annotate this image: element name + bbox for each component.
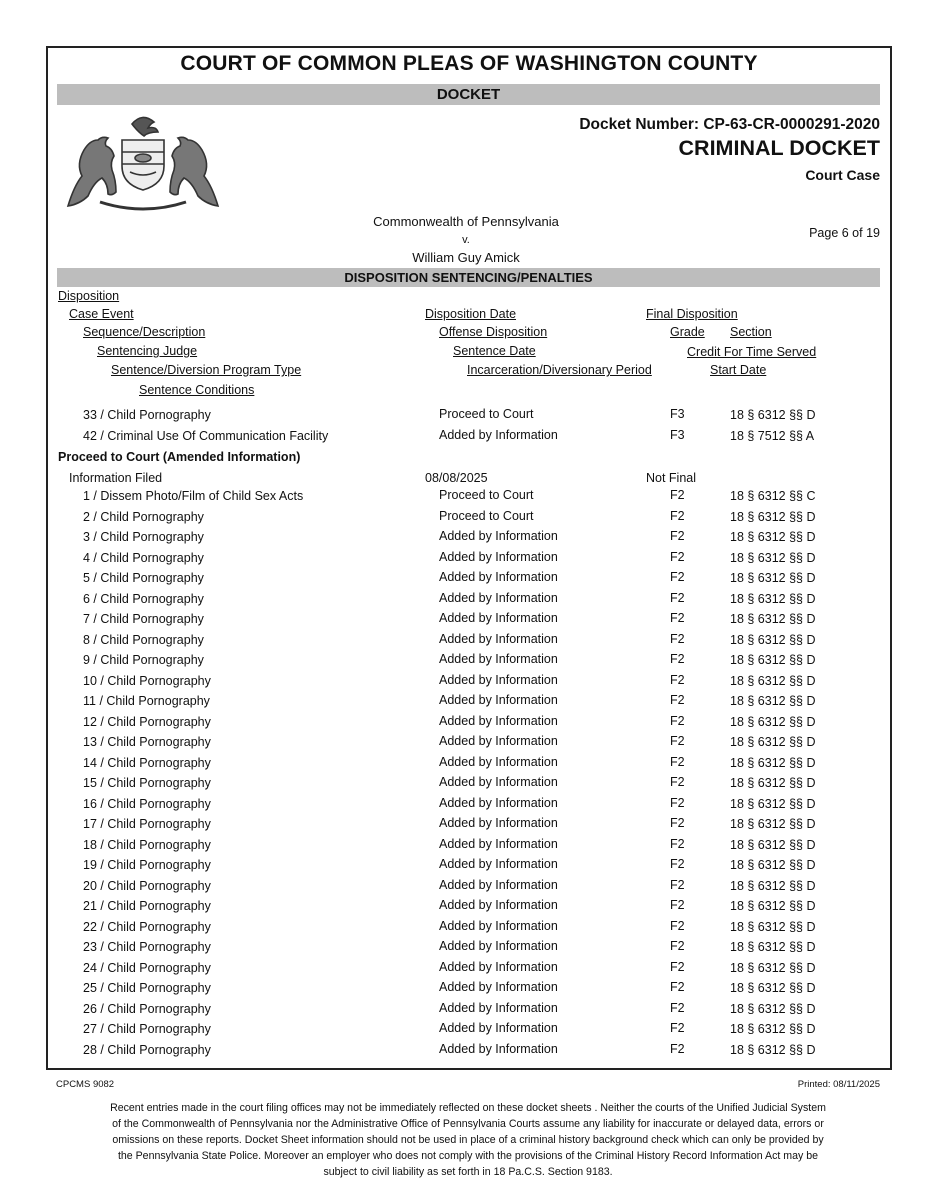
charge-disposition: Added by Information: [439, 713, 558, 728]
versus-label: v.: [462, 234, 470, 246]
charge-description: 21 / Child Pornography: [83, 899, 211, 913]
header-credit-time-served: Credit For Time Served: [687, 345, 817, 359]
charge-section: 18 § 6312 §§ D: [730, 1001, 816, 1016]
charge-section: 18 § 6312 §§ D: [730, 960, 816, 975]
charge-section: 18 § 6312 §§ D: [730, 1022, 816, 1036]
section-title: DISPOSITION SENTENCING/PENALTIES: [57, 268, 880, 287]
charge-disposition: Added by Information: [439, 959, 558, 974]
header-offense-disposition: Offense Disposition: [439, 325, 548, 339]
charge-section: 18 § 6312 §§ D: [730, 632, 816, 647]
charge-disposition: Added by Information: [439, 1000, 558, 1015]
charge-description: 20 / Child Pornography: [83, 878, 211, 893]
charge-grade: F2: [670, 1041, 685, 1056]
charge-grade: F2: [670, 939, 685, 953]
charge-disposition: Added by Information: [439, 898, 558, 912]
header-grade: Grade: [670, 325, 705, 339]
charge-disposition: Added by Information: [439, 611, 558, 625]
charge-disposition: Proceed to Court: [439, 508, 534, 523]
charge-grade: F2: [670, 734, 685, 748]
header-disposition: Disposition: [58, 289, 120, 303]
charge-section: 18 § 6312 §§ D: [730, 735, 816, 749]
charge-disposition: Added by Information: [439, 652, 558, 666]
prior-row-description: 42 / Criminal Use Of Communication Facility: [83, 429, 329, 443]
charge-description: 7 / Child Pornography: [83, 612, 204, 626]
court-title: COURT OF COMMON PLEAS OF WASHINGTON COUNTY: [180, 52, 758, 75]
page-indicator: Page 6 of 19: [809, 226, 880, 240]
charge-disposition: Added by Information: [439, 836, 558, 851]
charge-disposition: Added by Information: [439, 590, 558, 605]
form-id: CPCMS 9082: [56, 1079, 115, 1090]
charge-section: 18 § 6312 §§ D: [730, 796, 816, 811]
header-sequence-description: Sequence/Description: [83, 325, 206, 339]
charge-description: 13 / Child Pornography: [83, 735, 211, 749]
docket-number: Docket Number: CP-63-CR-0000291-2020: [579, 116, 880, 133]
charge-grade: F2: [670, 529, 685, 543]
charge-grade: F2: [670, 549, 685, 564]
charge-grade: F2: [670, 508, 685, 523]
charge-disposition: Added by Information: [439, 570, 558, 584]
charge-grade: F2: [670, 754, 685, 769]
charge-section: 18 § 6312 §§ D: [730, 837, 816, 852]
charge-disposition: Added by Information: [439, 1021, 558, 1035]
defendant-name: William Guy Amick: [412, 250, 520, 265]
charge-grade: F2: [670, 652, 685, 666]
charge-description: 18 / Child Pornography: [83, 837, 211, 852]
charge-disposition: Added by Information: [439, 734, 558, 748]
amended-event: Information Filed: [69, 471, 163, 485]
amended-date: 08/08/2025: [425, 471, 488, 485]
charge-grade: F2: [670, 857, 685, 871]
charge-disposition: Added by Information: [439, 877, 558, 892]
charge-disposition: Added by Information: [439, 775, 558, 789]
prior-row-grade: F3: [670, 407, 685, 421]
charge-disposition: Added by Information: [439, 795, 558, 810]
charge-description: 10 / Child Pornography: [83, 673, 211, 688]
charge-grade: F2: [670, 795, 685, 810]
charge-description: 23 / Child Pornography: [83, 940, 211, 954]
charge-section: 18 § 6312 §§ C: [730, 489, 816, 503]
charge-disposition: Added by Information: [439, 918, 558, 933]
prior-row-section: 18 § 6312 §§ D: [730, 408, 816, 422]
docket-band: DOCKET: [57, 84, 880, 105]
charge-description: 1 / Dissem Photo/Film of Child Sex Acts: [83, 489, 304, 503]
charge-section: 18 § 6312 §§ D: [730, 776, 816, 790]
header-final-disposition: Final Disposition: [646, 307, 738, 321]
charge-section: 18 § 6312 §§ D: [730, 858, 816, 872]
printed-date: Printed: 08/11/2025: [797, 1079, 880, 1090]
header-start-date: Start Date: [710, 363, 767, 377]
charge-disposition: Added by Information: [439, 857, 558, 871]
charge-grade: F2: [670, 570, 685, 584]
header-section: Section: [730, 325, 772, 339]
header-sentence-date: Sentence Date: [453, 344, 536, 358]
disclaimer-text: Recent entries made in the court filing offices may not be immediately reflected on these docket sheets . Neither the courts of the Unified Judicial System of the Commonwealth of Pennsylvania nor the Administrative Office of Pennsylvania Courts assume any liability for inaccurate or delayed data, errors or omissions on these reports. Docket Sheet information should not be used in place of a criminal history background check which can only be provided by the Pennsylvania State Police. Moreover an employer who does not comply with the provisions of the Criminal History Record Information Act may be subject to civil liability as set forth in 18 Pa.C.S. Section 9183.: [110, 1102, 826, 1178]
prior-row-section: 18 § 7512 §§ A: [730, 429, 815, 443]
charge-disposition: Added by Information: [439, 980, 558, 994]
charge-description: 16 / Child Pornography: [83, 796, 211, 811]
header-sentence-program-type: Sentence/Diversion Program Type: [111, 363, 302, 377]
charge-description: 6 / Child Pornography: [83, 591, 204, 606]
charge-section: 18 § 6312 §§ D: [730, 940, 816, 954]
prior-row-description: 33 / Child Pornography: [83, 408, 211, 422]
charge-section: 18 § 6312 §§ D: [730, 612, 816, 626]
charge-description: 12 / Child Pornography: [83, 714, 211, 729]
charge-description: 15 / Child Pornography: [83, 776, 211, 790]
charge-section: 18 § 6312 §§ D: [730, 509, 816, 524]
charge-description: 25 / Child Pornography: [83, 981, 211, 995]
header-sentencing-judge: Sentencing Judge: [97, 344, 198, 358]
charge-description: 11 / Child Pornography: [83, 694, 210, 708]
charge-section: 18 § 6312 §§ D: [730, 550, 816, 565]
charge-section: 18 § 6312 §§ D: [730, 899, 816, 913]
charge-section: 18 § 6312 §§ D: [730, 694, 816, 708]
charge-grade: F2: [670, 590, 685, 605]
charge-disposition: Added by Information: [439, 939, 558, 953]
charge-description: 5 / Child Pornography: [83, 571, 204, 585]
charge-grade: F2: [670, 1000, 685, 1015]
charge-description: 4 / Child Pornography: [83, 550, 204, 565]
charge-grade: F2: [670, 775, 685, 789]
plaintiff-name: Commonwealth of Pennsylvania: [373, 214, 559, 229]
charge-disposition: Added by Information: [439, 1041, 558, 1056]
charge-grade: F2: [670, 488, 685, 502]
charge-disposition: Proceed to Court: [439, 488, 534, 502]
docket-type: CRIMINAL DOCKET: [678, 136, 880, 160]
amended-heading: Proceed to Court (Amended Information): [58, 450, 301, 464]
charge-description: 8 / Child Pornography: [83, 632, 204, 647]
charge-grade: F2: [670, 631, 685, 646]
header-disposition-date: Disposition Date: [425, 307, 517, 321]
charge-grade: F2: [670, 611, 685, 625]
charge-description: 14 / Child Pornography: [83, 755, 211, 770]
charge-grade: F2: [670, 898, 685, 912]
charge-description: 17 / Child Pornography: [83, 817, 211, 831]
charge-section: 18 § 6312 §§ D: [730, 1042, 816, 1057]
prior-row-disposition: Added by Information: [439, 428, 558, 442]
charge-section: 18 § 6312 §§ D: [730, 653, 816, 667]
charge-description: 26 / Child Pornography: [83, 1001, 211, 1016]
amended-final-disposition: Not Final: [646, 471, 697, 485]
charge-grade: F2: [670, 1021, 685, 1035]
charge-grade: F2: [670, 877, 685, 892]
charge-disposition: Added by Information: [439, 672, 558, 687]
charge-section: 18 § 6312 §§ D: [730, 714, 816, 729]
charge-section: 18 § 6312 §§ D: [730, 530, 816, 544]
charge-description: 3 / Child Pornography: [83, 530, 204, 544]
charge-description: 9 / Child Pornography: [83, 653, 204, 667]
header-case-event: Case Event: [69, 307, 134, 321]
case-type: Court Case: [805, 167, 880, 183]
charge-description: 22 / Child Pornography: [83, 919, 211, 934]
charge-grade: F2: [670, 918, 685, 933]
charge-section: 18 § 6312 §§ D: [730, 817, 816, 831]
charge-grade: F2: [670, 713, 685, 728]
prior-row-disposition: Proceed to Court: [439, 407, 534, 421]
charge-description: 24 / Child Pornography: [83, 960, 211, 975]
charge-description: 19 / Child Pornography: [83, 858, 211, 872]
charge-grade: F2: [670, 959, 685, 974]
charge-section: 18 § 6312 §§ D: [730, 878, 816, 893]
charge-section: 18 § 6312 §§ D: [730, 673, 816, 688]
header-incarceration-period: Incarceration/Diversionary Period: [467, 363, 652, 377]
charge-section: 18 § 6312 §§ D: [730, 919, 816, 934]
charge-disposition: Added by Information: [439, 693, 558, 707]
charge-description: 2 / Child Pornography: [83, 509, 204, 524]
charge-disposition: Added by Information: [439, 816, 558, 830]
charge-description: 28 / Child Pornography: [83, 1042, 211, 1057]
pennsylvania-seal-icon: [60, 110, 226, 214]
prior-row-grade: F3: [670, 428, 685, 442]
charge-description: 27 / Child Pornography: [83, 1022, 211, 1036]
charge-disposition: Added by Information: [439, 631, 558, 646]
charge-disposition: Added by Information: [439, 529, 558, 543]
charge-disposition: Added by Information: [439, 754, 558, 769]
charge-section: 18 § 6312 §§ D: [730, 755, 816, 770]
charge-section: 18 § 6312 §§ D: [730, 591, 816, 606]
charge-grade: F2: [670, 980, 685, 994]
charge-disposition: Added by Information: [439, 549, 558, 564]
charge-grade: F2: [670, 836, 685, 851]
charge-grade: F2: [670, 693, 685, 707]
charge-grade: F2: [670, 672, 685, 687]
header-sentence-conditions: Sentence Conditions: [139, 383, 255, 397]
charge-grade: F2: [670, 816, 685, 830]
charge-section: 18 § 6312 §§ D: [730, 571, 816, 585]
charge-section: 18 § 6312 §§ D: [730, 981, 816, 995]
